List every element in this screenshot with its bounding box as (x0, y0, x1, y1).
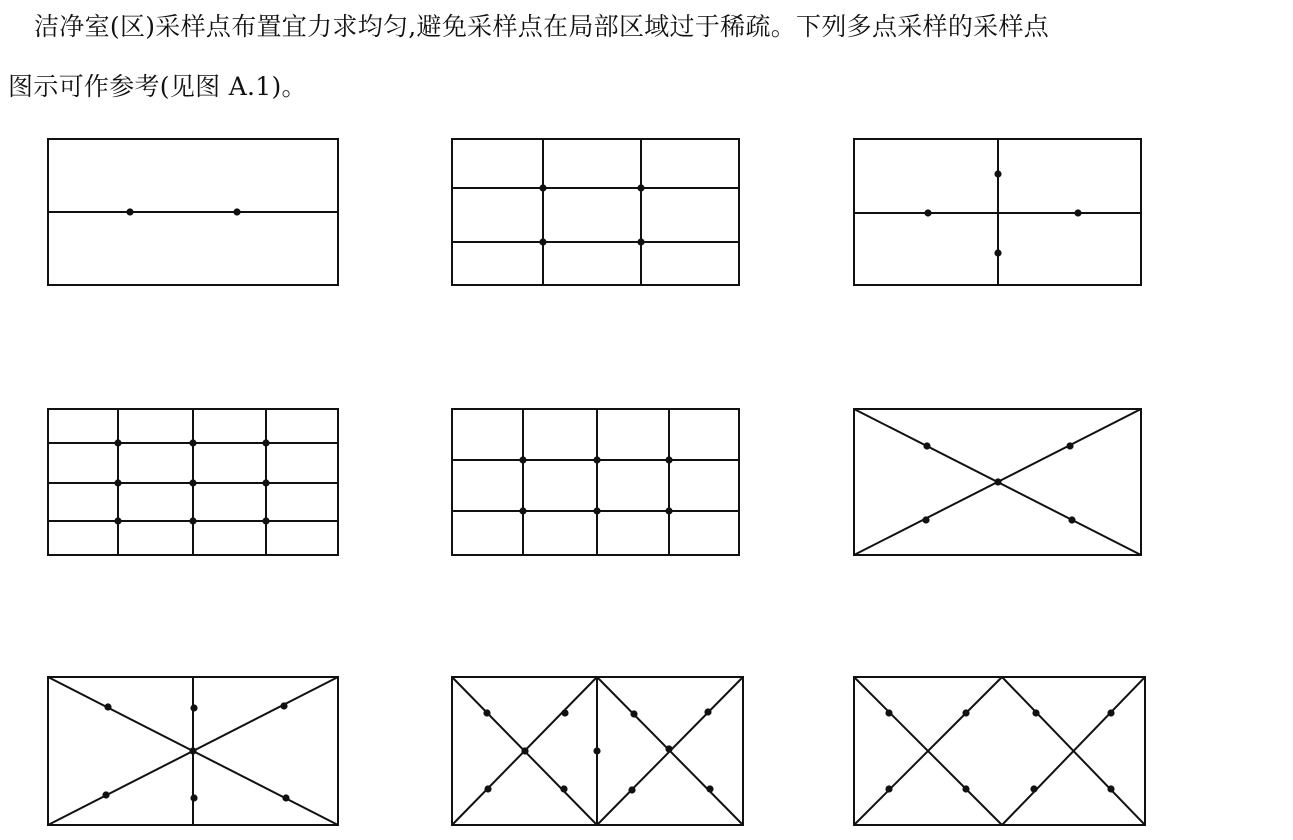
sampling-point (114, 479, 121, 486)
sampling-point (704, 708, 711, 715)
sampling-point (637, 184, 644, 191)
sampling-point (923, 442, 930, 449)
sampling-point (126, 208, 133, 215)
sampling-point (1074, 209, 1081, 216)
sampling-point (519, 456, 526, 463)
sampling-point (1030, 785, 1037, 792)
sampling-point (484, 785, 491, 792)
sampling-point (885, 785, 892, 792)
sampling-point (628, 786, 635, 793)
sampling-point (282, 794, 289, 801)
sampling-point (189, 747, 196, 754)
sampling-point (262, 479, 269, 486)
sampling-point (114, 517, 121, 524)
sampling-point (665, 456, 672, 463)
sampling-point (994, 249, 1001, 256)
sampling-point (561, 709, 568, 716)
sampling-point (706, 785, 713, 792)
panel-4-points-grid (452, 139, 739, 285)
sampling-point (1032, 709, 1039, 716)
sampling-point (1107, 709, 1114, 716)
sampling-point (189, 479, 196, 486)
panel-5-points-diagonal (854, 409, 1141, 555)
sampling-point (233, 208, 240, 215)
caption-line-2: 图示可作参考(见图 A.1)。 (8, 72, 307, 101)
sampling-point (483, 709, 490, 716)
sampling-point (922, 516, 929, 523)
sampling-point (280, 702, 287, 709)
panel-frame (854, 677, 1145, 825)
sampling-point (190, 704, 197, 711)
sampling-point (102, 791, 109, 798)
panel-6-points-grid (452, 409, 739, 555)
sampling-point (262, 439, 269, 446)
sampling-point (539, 184, 546, 191)
sampling-point (962, 709, 969, 716)
panel-frame (452, 409, 739, 555)
caption-line-1: 洁净室(区)采样点布置宜力求均匀,避免采样点在局部区域过于稀疏。下列多点采样的采样点 (34, 12, 1050, 41)
sampling-point (189, 439, 196, 446)
sampling-point (994, 170, 1001, 177)
sampling-point (885, 709, 892, 716)
sampling-point (593, 747, 600, 754)
sampling-point (630, 710, 637, 717)
panel-8-points-zigzag (854, 677, 1145, 825)
sampling-point (994, 478, 1001, 485)
sampling-point (519, 507, 526, 514)
sampling-point (593, 507, 600, 514)
sampling-point (262, 517, 269, 524)
sampling-point (637, 238, 644, 245)
panel-frame (452, 139, 739, 285)
sampling-point (1107, 785, 1114, 792)
sampling-point (962, 785, 969, 792)
panel-9-points-grid (48, 409, 338, 555)
sampling-point (189, 517, 196, 524)
sampling-point (665, 507, 672, 514)
sampling-point (665, 745, 672, 752)
panel-2-points (48, 139, 338, 285)
sampling-point (1068, 516, 1075, 523)
sampling-point (539, 238, 546, 245)
sampling-point (114, 439, 121, 446)
sampling-point (521, 747, 528, 754)
panel-7-points-diagonal (48, 677, 338, 825)
sampling-point (104, 703, 111, 710)
sampling-point (190, 794, 197, 801)
sampling-point (593, 456, 600, 463)
sampling-point (924, 209, 931, 216)
sampling-point (560, 785, 567, 792)
panel-4-points-cross (854, 139, 1141, 285)
sampling-point (1066, 442, 1073, 449)
panel-9-points-double-diagonal (452, 677, 743, 825)
